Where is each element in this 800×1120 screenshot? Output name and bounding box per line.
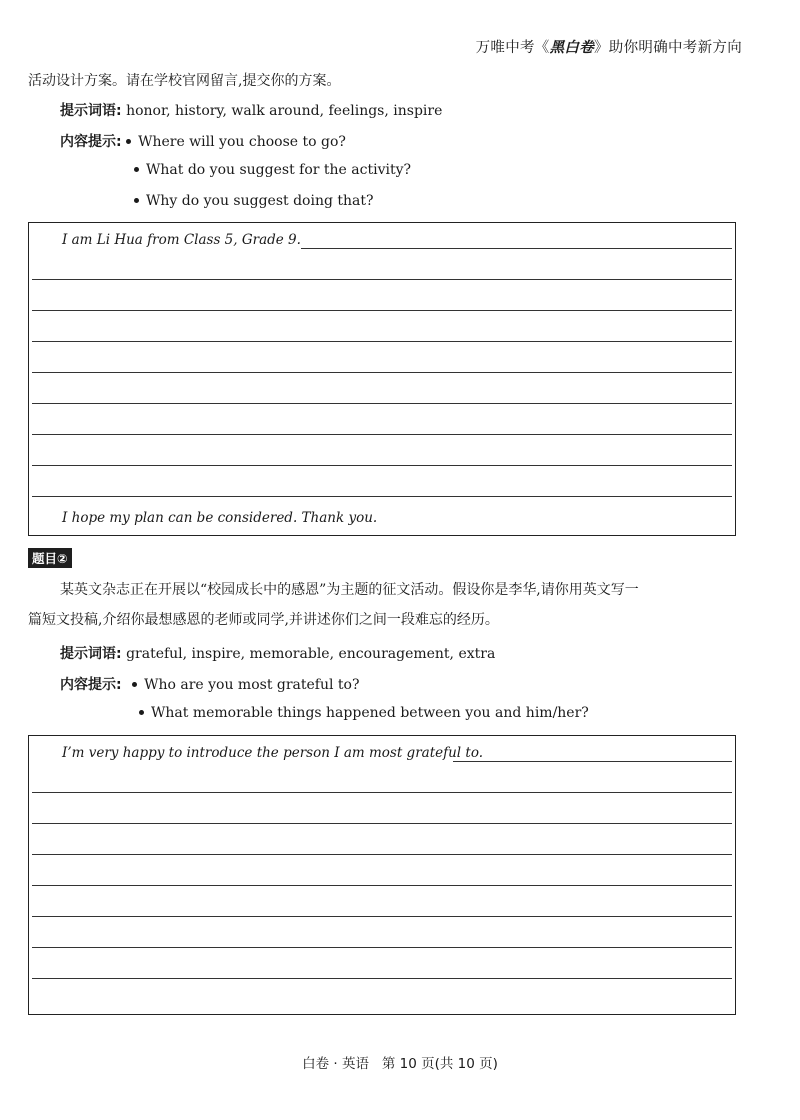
- header-brand: 黑白卷: [549, 40, 594, 56]
- q1-closing-sentence: I hope my plan can be considered. Thank you.: [62, 510, 378, 526]
- q1-opening-sentence: I am Li Hua from Class 5, Grade 9.: [62, 232, 301, 248]
- q1-answer-box[interactable]: [28, 222, 736, 536]
- q1-writing-line[interactable]: [32, 403, 732, 404]
- q2-prompt-2: What memorable things happened between you and him/her?: [151, 705, 589, 721]
- q2-writing-line[interactable]: [32, 947, 732, 948]
- q2-opening-sentence: I’m very happy to introduce the person I am most grateful to.: [62, 745, 484, 761]
- q1-writing-line[interactable]: [32, 496, 732, 497]
- page-footer: 白卷 · 英语 第 10 页(共 10 页): [302, 1056, 498, 1072]
- q1-prompt-3: Why do you suggest doing that?: [146, 193, 374, 209]
- q2-writing-line[interactable]: [32, 978, 732, 979]
- q1-writing-line[interactable]: [301, 248, 732, 249]
- q2-description-line-2: 篇短文投稿,介绍你最想感恩的老师或同学,并讲述你们之间一段难忘的经历。: [28, 612, 499, 628]
- q1-continuation: 活动设计方案。请在学校官网留言,提交你的方案。: [28, 73, 341, 89]
- q2-writing-line[interactable]: [32, 823, 732, 824]
- q1-prompt-1: Where will you choose to go?: [138, 134, 346, 150]
- q1-keywords-row: [60, 100, 442, 120]
- q1-keywords: honor, history, walk around, feelings, inspire: [126, 103, 443, 119]
- bullet-icon: [134, 198, 139, 203]
- q1-writing-line[interactable]: [32, 341, 732, 342]
- page-header: [476, 36, 742, 57]
- q1-content-row: [60, 131, 346, 151]
- q2-answer-box[interactable]: [28, 735, 736, 1015]
- q1-writing-line[interactable]: [32, 279, 732, 280]
- q2-keywords: grateful, inspire, memorable, encouragement, extra: [126, 646, 496, 662]
- q2-content-label: 内容提示:: [60, 677, 122, 693]
- q1-writing-line[interactable]: [32, 310, 732, 311]
- q2-badge: 题目②: [28, 548, 72, 568]
- q2-description-line-1: 某英文杂志正在开展以“校园成长中的感恩”为主题的征文活动。假设你是李华,请你用英文写一: [60, 582, 639, 598]
- bullet-icon: [139, 710, 144, 715]
- q2-keywords-row: [60, 643, 495, 663]
- q1-writing-line[interactable]: [32, 434, 732, 435]
- q1-content-label: 内容提示:: [60, 134, 122, 150]
- q2-writing-line[interactable]: [32, 885, 732, 886]
- q1-writing-line[interactable]: [32, 465, 732, 466]
- q1-writing-line[interactable]: [32, 372, 732, 373]
- bullet-icon: [132, 682, 137, 687]
- header-suffix: 》助你明确中考新方向: [594, 40, 742, 56]
- q2-content-row: [60, 674, 360, 694]
- bullet-icon: [134, 167, 139, 172]
- q2-prompt-2-row: [139, 705, 589, 721]
- q2-writing-line[interactable]: [32, 854, 732, 855]
- header-prefix: 万唯中考《: [475, 40, 550, 56]
- bullet-icon: [126, 139, 131, 144]
- q1-prompt-3-row: [134, 193, 374, 209]
- q2-writing-line[interactable]: [453, 761, 732, 762]
- q2-keywords-label: 提示词语:: [60, 646, 122, 662]
- q1-keywords-label: 提示词语:: [60, 103, 122, 119]
- q1-prompt-2: What do you suggest for the activity?: [146, 162, 411, 178]
- q2-prompt-1: Who are you most grateful to?: [144, 677, 360, 693]
- q1-prompt-2-row: [134, 162, 411, 178]
- q2-writing-line[interactable]: [32, 792, 732, 793]
- q2-writing-line[interactable]: [32, 916, 732, 917]
